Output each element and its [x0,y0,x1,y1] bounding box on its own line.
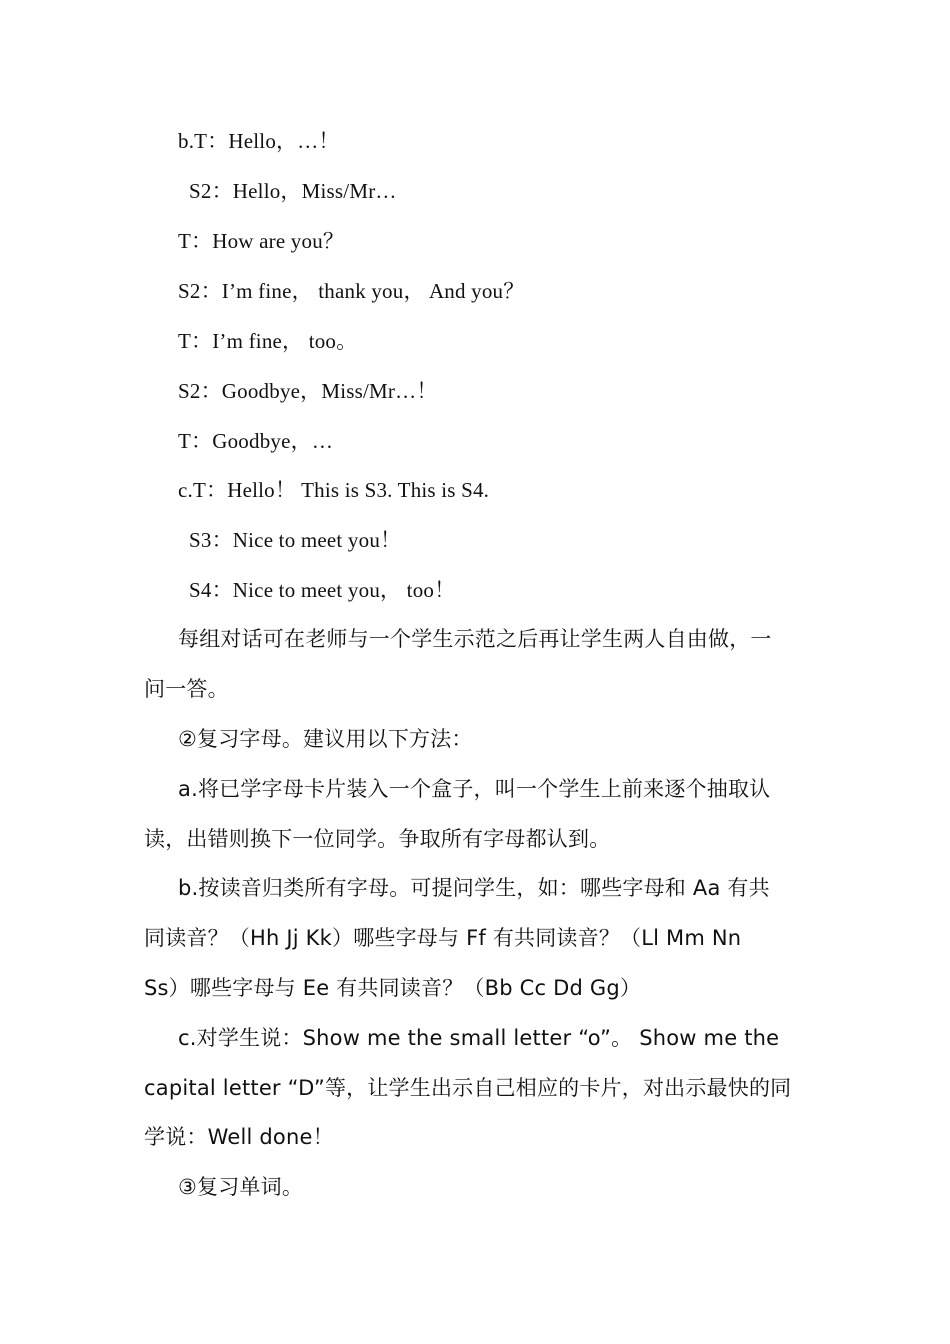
method-a-line-2: 读，出错则换下一位同学。争取所有字母都认到。 [144,827,611,851]
method-b-line-3: Ss）哪些字母与 Ee 有共同读音？（Bb Cc Dd Gg） [144,976,642,1000]
method-c-line-2: capital letter “D”等，让学生出示自己相应的卡片，对出示最快的同 [144,1076,792,1100]
paragraph-dialogue-instruction: 每组对话可在老师与一个学生示范之后再让学生两人自由做，一 [178,627,772,651]
section-heading-review-words: ③复习单词。 [178,1175,304,1199]
dialogue-line-s2-fine: S2：I’m fine， thank you， And you？ [178,279,525,303]
dialogue-line-c-teacher-introduce: c.T：Hello！ This is S3. This is S4. [178,478,490,502]
dialogue-line-teacher-fine-too: T：I’m fine， too。 [178,329,358,353]
paragraph-dialogue-instruction-continued: 问一答。 [144,677,229,701]
section-heading-review-letters: ②复习字母。建议用以下方法： [178,727,473,751]
dialogue-line-b-teacher-hello: b.T：Hello，…！ [178,129,340,153]
method-c-line-1: c.对学生说：Show me the small letter “o”。 Show me the [178,1026,780,1050]
dialogue-line-teacher-how-are-you: T：How are you？ [178,229,345,253]
method-b-line-1: b.按读音归类所有字母。可提问学生，如：哪些字母和 Aa 有共 [178,876,770,900]
method-b-line-2: 同读音？（Hh Jj Kk）哪些字母与 Ff 有共同读音？（Ll Mm Nn [144,926,742,950]
method-a-line-1: a.将已学字母卡片装入一个盒子，叫一个学生上前来逐个抽取认 [178,777,771,801]
dialogue-line-s2-goodbye: S2：Goodbye，Miss/Mr…！ [178,379,438,403]
dialogue-line-s2-hello: S2：Hello，Miss/Mr… [189,179,397,203]
method-c-line-3: 学说：Well done！ [144,1125,334,1149]
dialogue-line-s3-nice: S3：Nice to meet you！ [189,528,402,552]
dialogue-line-teacher-goodbye: T：Goodbye，… [178,429,334,453]
dialogue-line-s4-nice-too: S4：Nice to meet you， too！ [189,578,456,602]
